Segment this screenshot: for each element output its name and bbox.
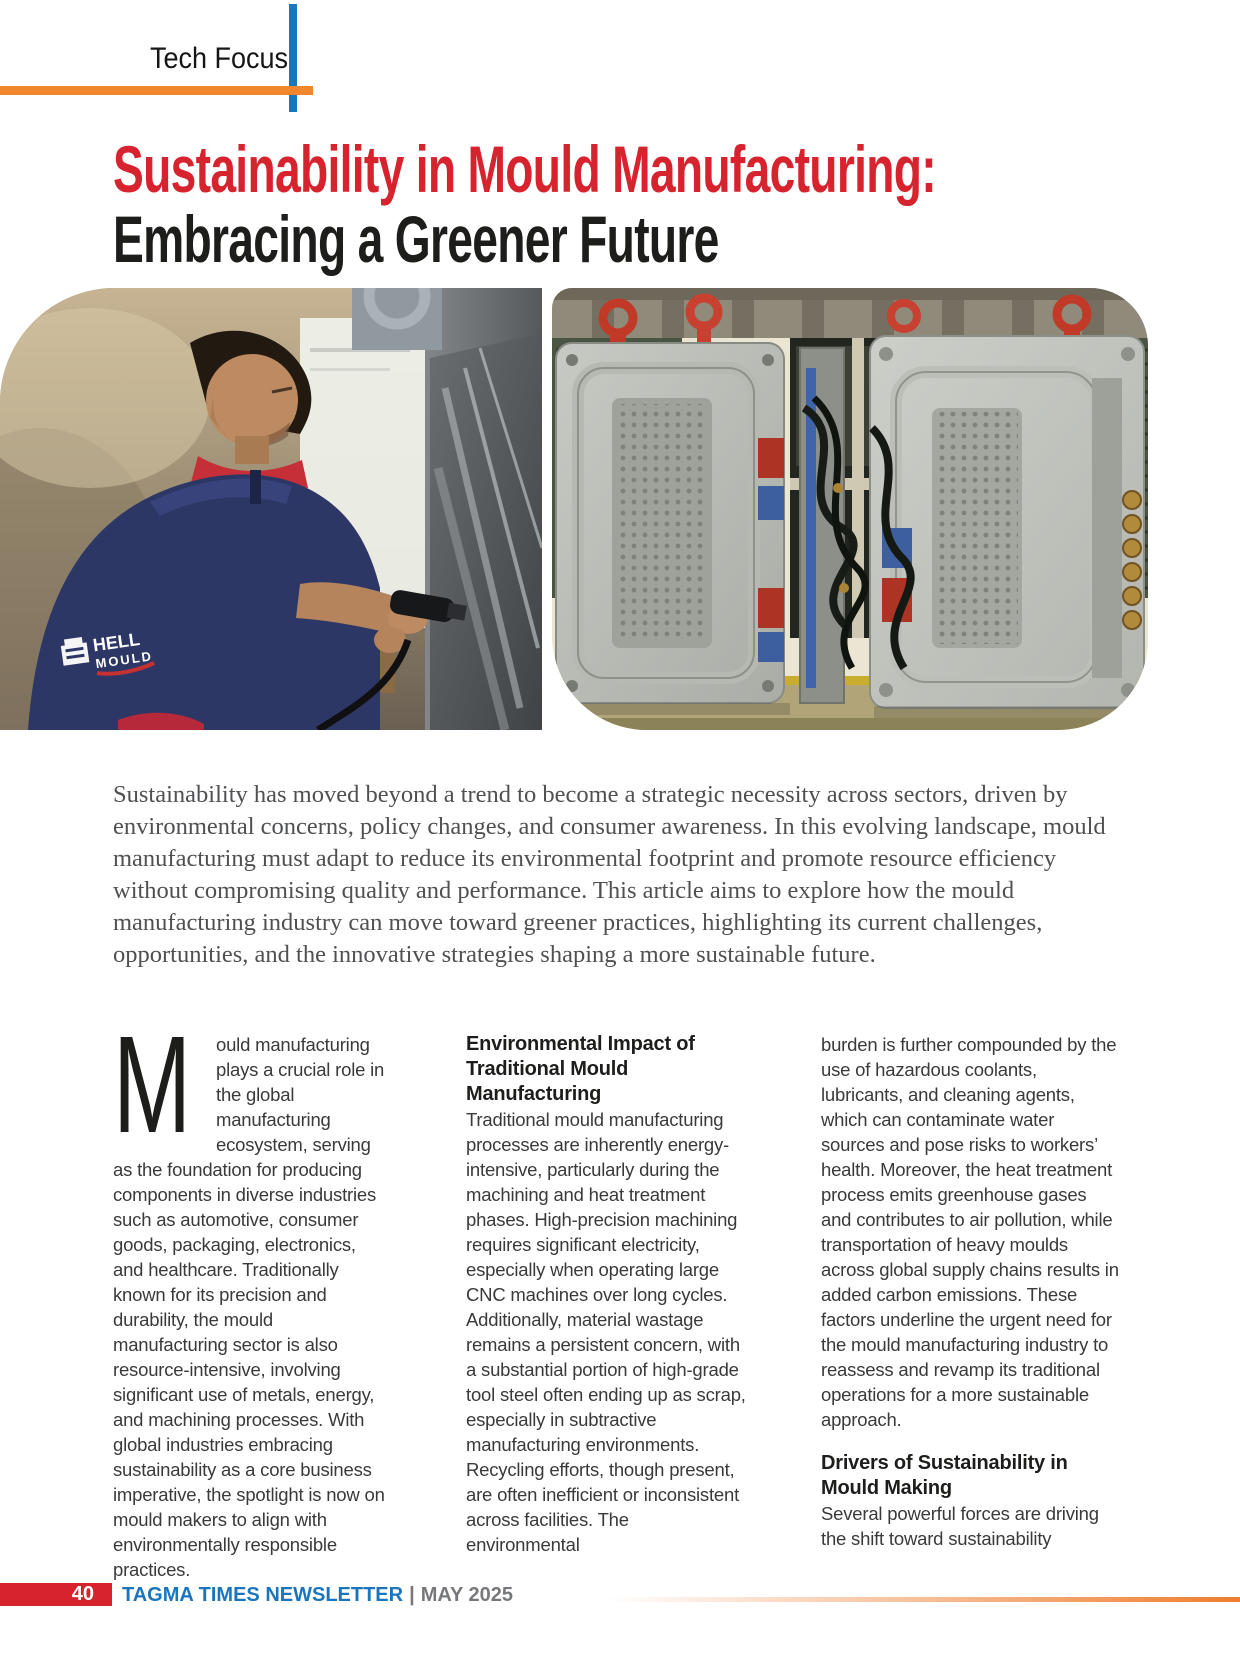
dropcap: M bbox=[113, 1008, 192, 1162]
column-1-paragraph bbox=[113, 1008, 391, 1582]
column-1-text: ould manufacturing plays a crucial role in the global manufacturing ecosystem, serving as the foundation for producing components in diverse industries such as automotive, consumer goods, packaging, electronics, and healthcare. Traditionally known for its precision and durability, the mould manufacturing sector is also resource-intensive, involving significant use of metals, energy, and machining processes. With global industries embracing sustainability as a core business imperative, the spotlight is now on mould makers to align with environmentally responsible practices. bbox=[113, 1034, 385, 1580]
intro-paragraph: Sustainability has moved beyond a trend to become a strategic necessity across sectors, driven by environmental concerns, policy changes, and consumer awareness. In this evolving landscape, mould manufacturing must adapt to reduce its environmental footprint and promote resource efficiency without compromising quality and performance. This article aims to explore how the mould manufacturing industry can move toward greener practices, highlighting its current challenges, opportunities, and the innovative strategies shaping a more sustainable future. bbox=[113, 780, 1106, 968]
column-2-heading: Environmental Impact of Traditional Mould Manufacturing bbox=[466, 1033, 695, 1105]
mould-left bbox=[556, 298, 790, 715]
column-2 bbox=[466, 1032, 746, 1582]
article-title bbox=[113, 134, 1240, 274]
section-label: Tech Focus bbox=[150, 42, 289, 75]
hero-photo-right bbox=[552, 288, 1148, 730]
hero-photo-left bbox=[0, 288, 542, 730]
blue-rule bbox=[289, 4, 297, 112]
worker-illustration bbox=[0, 288, 542, 730]
logo-text-2: MOULD bbox=[94, 648, 154, 672]
page-number-badge: 40 bbox=[0, 1583, 112, 1606]
title-line-2: Embracing a Greener Future bbox=[113, 202, 719, 276]
column-3-heading: Drivers of Sustainability in Mould Making bbox=[821, 1452, 1068, 1499]
title-line-1: Sustainability in Mould Manufacturing: bbox=[113, 132, 936, 206]
column-3-text-2: Several powerful forces are driving the shift toward sustainability bbox=[821, 1503, 1099, 1549]
mould-right bbox=[870, 299, 1144, 718]
footer-text bbox=[122, 1583, 513, 1606]
orange-rule bbox=[0, 86, 313, 95]
hero-photo bbox=[0, 288, 1148, 730]
logo-text-1: HELL bbox=[91, 629, 142, 656]
column-3 bbox=[821, 1032, 1121, 1582]
article-columns bbox=[113, 1008, 1121, 1582]
footer-issue-date: MAY 2025 bbox=[420, 1584, 513, 1606]
column-2-text: Traditional mould manufacturing processes are inherently energy-intensive, particularly during the machining and heat treatment phases. High-precision machining requires significant electricity, especially when operating large CNC machines over long cycles. Additionally, material wastage remains a persistent concern, with a substantial portion of high-grade tool steel often ending up as scrap, especially in subtractive manufacturing environments. Recycling efforts, though present, are often inefficient or inconsistent across facilities. The environmental bbox=[466, 1109, 746, 1555]
column-1 bbox=[113, 1008, 391, 1582]
newsletter-name: TAGMA TIMES NEWSLETTER bbox=[122, 1584, 404, 1606]
dropcap-box bbox=[113, 1008, 208, 1162]
footer-separator: | bbox=[409, 1584, 415, 1606]
column-3-text-1: burden is further compounded by the use of hazardous coolants, lubricants, and cleaning agents, which can contaminate water sources and pose risks to workers’ health. Moreover, the heat treatment process emits greenhouse gases and contributes to air pollution, while transportation of heavy moulds across global supply chains results in added carbon emissions. These factors underline the urgent need for the mould manufacturing industry to reassess and revamp its traditional operations for a more sustainable approach. bbox=[821, 1034, 1119, 1430]
footer-orange-line bbox=[607, 1597, 1240, 1602]
moulds-illustration bbox=[552, 288, 1148, 730]
